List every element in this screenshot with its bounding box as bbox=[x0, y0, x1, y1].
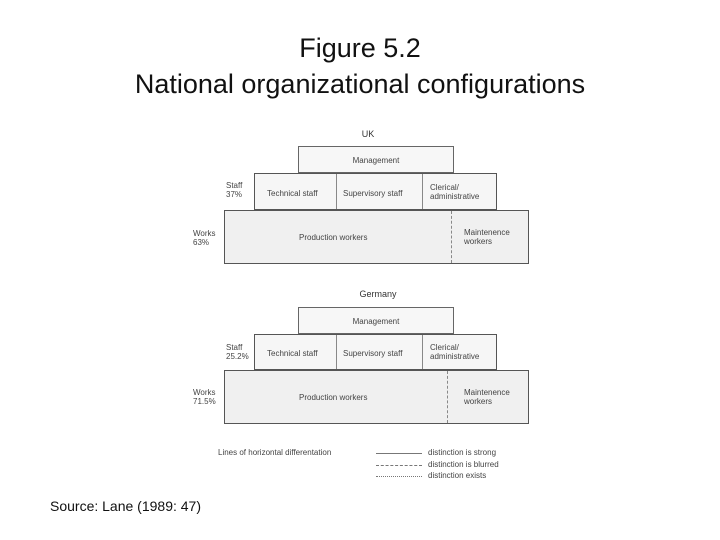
germany-works-divider bbox=[447, 371, 448, 423]
uk-staff-box bbox=[254, 173, 497, 210]
legend-line-exists bbox=[376, 476, 422, 477]
uk-clerical-line2: administrative bbox=[430, 192, 480, 201]
uk-management-label: Management bbox=[352, 156, 400, 165]
germany-staff-side-label bbox=[226, 343, 249, 361]
germany-clerical-line1: Clerical/ bbox=[430, 343, 459, 352]
germany-staff-pct: 25.2% bbox=[226, 352, 249, 361]
legend-title: Lines of horizontal differentation bbox=[218, 448, 332, 457]
germany-country-label: Germany bbox=[359, 289, 397, 299]
germany-management-label: Management bbox=[352, 317, 400, 326]
germany-maintenance-line2: workers bbox=[464, 397, 493, 406]
uk-works-label: Works bbox=[193, 229, 216, 238]
uk-maintenance-line2: workers bbox=[464, 237, 493, 246]
legend-line-blurred bbox=[376, 465, 422, 466]
uk-works-side-label bbox=[193, 229, 216, 247]
germany-works-side-label bbox=[193, 388, 216, 406]
figure-number: Figure 5.2 bbox=[299, 33, 421, 63]
uk-supervisory-label: Supervisory staff bbox=[343, 189, 403, 198]
uk-staff-side-label bbox=[226, 181, 242, 199]
germany-supervisory-label: Supervisory staff bbox=[343, 349, 403, 358]
germany-staff-divider-2 bbox=[422, 335, 423, 369]
germany-technical-label: Technical staff bbox=[267, 349, 318, 358]
germany-management-box bbox=[298, 307, 454, 334]
uk-works-pct: 63% bbox=[193, 238, 210, 247]
legend-text-strong: distinction is strong bbox=[428, 448, 497, 457]
uk-works-box bbox=[224, 210, 529, 264]
uk-maintenance-line1: Maintenence bbox=[464, 228, 510, 237]
uk-works-divider bbox=[451, 211, 452, 263]
uk-clerical-label bbox=[430, 183, 479, 201]
uk-clerical-line1: Clerical/ bbox=[430, 183, 459, 192]
legend-text-blurred: distinction is blurred bbox=[428, 460, 499, 469]
germany-works-pct: 71.5% bbox=[193, 397, 216, 406]
figure-caption: National organizational configurations bbox=[134, 69, 586, 99]
uk-country-label: UK bbox=[361, 129, 375, 139]
germany-staff-box bbox=[254, 334, 497, 370]
source-citation: Source: Lane (1989: 47) bbox=[50, 498, 201, 514]
germany-works-box bbox=[224, 370, 529, 424]
germany-staff-label: Staff bbox=[226, 343, 243, 352]
uk-management-box bbox=[298, 146, 454, 173]
germany-staff-divider-1 bbox=[336, 335, 337, 369]
uk-staff-divider-1 bbox=[336, 174, 337, 209]
uk-staff-pct: 37% bbox=[226, 190, 243, 199]
legend-text-exists: distinction exists bbox=[428, 471, 487, 480]
uk-technical-label: Technical staff bbox=[267, 189, 318, 198]
germany-maintenance-label bbox=[464, 388, 510, 406]
germany-clerical-line2: administrative bbox=[430, 352, 480, 361]
germany-maintenance-line1: Maintenence bbox=[464, 388, 510, 397]
germany-production-label: Production workers bbox=[299, 393, 368, 402]
uk-staff-divider-2 bbox=[422, 174, 423, 209]
germany-clerical-label bbox=[430, 343, 479, 361]
uk-staff-label: Staff bbox=[226, 181, 243, 190]
uk-production-label: Production workers bbox=[299, 233, 368, 242]
uk-maintenance-label bbox=[464, 228, 510, 246]
legend-line-strong bbox=[376, 453, 422, 454]
germany-works-label: Works bbox=[193, 388, 216, 397]
